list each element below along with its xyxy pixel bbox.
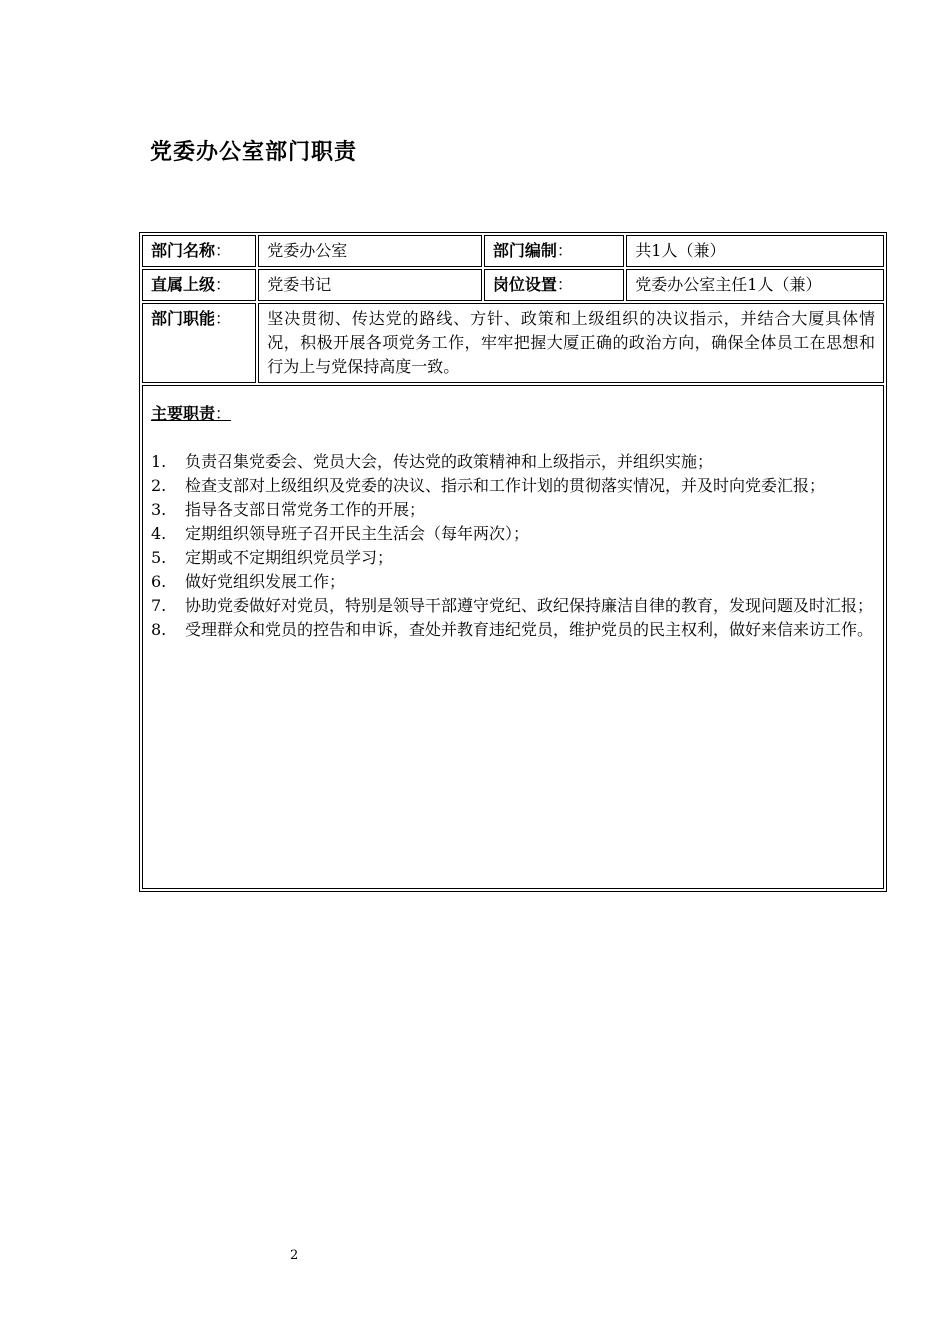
page-number: 2 <box>290 1248 299 1263</box>
item-text: 指导各支部日常党务工作的开展； <box>185 500 426 519</box>
dept-name-label-cell <box>142 235 256 267</box>
positions-value: 党委办公室主任1人（兼） <box>626 269 884 301</box>
table-row <box>142 269 884 301</box>
staffing-value: 共1人（兼） <box>626 235 884 267</box>
function-value: 坚决贯彻、传达党的路线、方针、政策和上级组织的决议指示，并结合大厦具体情况，积极开展各项党务工作，牢牢把握大厦正确的政治方向，确保全体员工在思想和行为上与党保持高度一致。 <box>258 303 884 383</box>
duties-heading <box>151 402 883 426</box>
colon: ： <box>215 309 232 328</box>
list-item <box>151 474 883 498</box>
item-number: 1. <box>151 452 167 471</box>
positions-label-cell <box>484 269 624 301</box>
table-row <box>142 235 884 267</box>
positions-label: 岗位设置 <box>492 275 557 294</box>
page-title: 党委办公室部门职责 <box>150 140 358 165</box>
duties-cell <box>142 385 884 889</box>
superior-label-cell <box>142 269 256 301</box>
item-number: 7. <box>151 596 167 615</box>
staffing-label: 部门编制 <box>492 241 557 260</box>
superior-value: 党委书记 <box>258 269 482 301</box>
duties-heading-text: 主要职责 <box>151 404 216 423</box>
list-item <box>151 498 883 522</box>
list-item <box>151 594 883 618</box>
item-text: 协助党委做好对党员，特别是领导干部遵守党纪、政纪保持廉洁自律的教育，发现问题及时汇报； <box>185 596 874 615</box>
table-row <box>142 385 884 889</box>
item-number: 4. <box>151 524 167 543</box>
duty-list <box>151 450 883 642</box>
item-number: 5. <box>151 548 167 567</box>
colon: ： <box>556 275 573 294</box>
dept-name-value: 党委办公室 <box>258 235 482 267</box>
superior-label: 直属上级 <box>151 275 216 294</box>
dept-name-label: 部门名称 <box>151 241 216 260</box>
function-label: 部门职能 <box>151 309 216 328</box>
department-info-table <box>139 232 887 892</box>
list-item <box>151 546 883 570</box>
item-text: 做好党组织发展工作； <box>185 572 346 591</box>
list-item <box>151 618 883 642</box>
colon: ： <box>215 241 232 260</box>
staffing-label-cell <box>484 235 624 267</box>
item-number: 8. <box>151 620 167 639</box>
list-item <box>151 450 883 474</box>
colon: ： <box>215 275 232 294</box>
item-text: 负责召集党委会、党员大会，传达党的政策精神和上级指示，并组织实施； <box>185 452 714 471</box>
colon: ： <box>556 241 573 260</box>
item-number: 2. <box>151 476 167 495</box>
table-row <box>142 303 884 383</box>
item-text: 定期或不定期组织党员学习； <box>185 548 394 567</box>
item-text: 定期组织领导班子召开民主生活会（每年两次）； <box>185 524 530 543</box>
list-item <box>151 570 883 594</box>
item-text: 受理群众和党员的控告和申诉，查处并教育违纪党员，维护党员的民主权利，做好来信来访工作。 <box>185 620 874 639</box>
colon: ： <box>215 404 232 423</box>
item-text: 检查支部对上级组织及党委的决议、指示和工作计划的贯彻落实情况，并及时向党委汇报； <box>185 476 826 495</box>
item-number: 3. <box>151 500 167 519</box>
item-number: 6. <box>151 572 167 591</box>
function-label-cell <box>142 303 256 383</box>
list-item <box>151 522 883 546</box>
